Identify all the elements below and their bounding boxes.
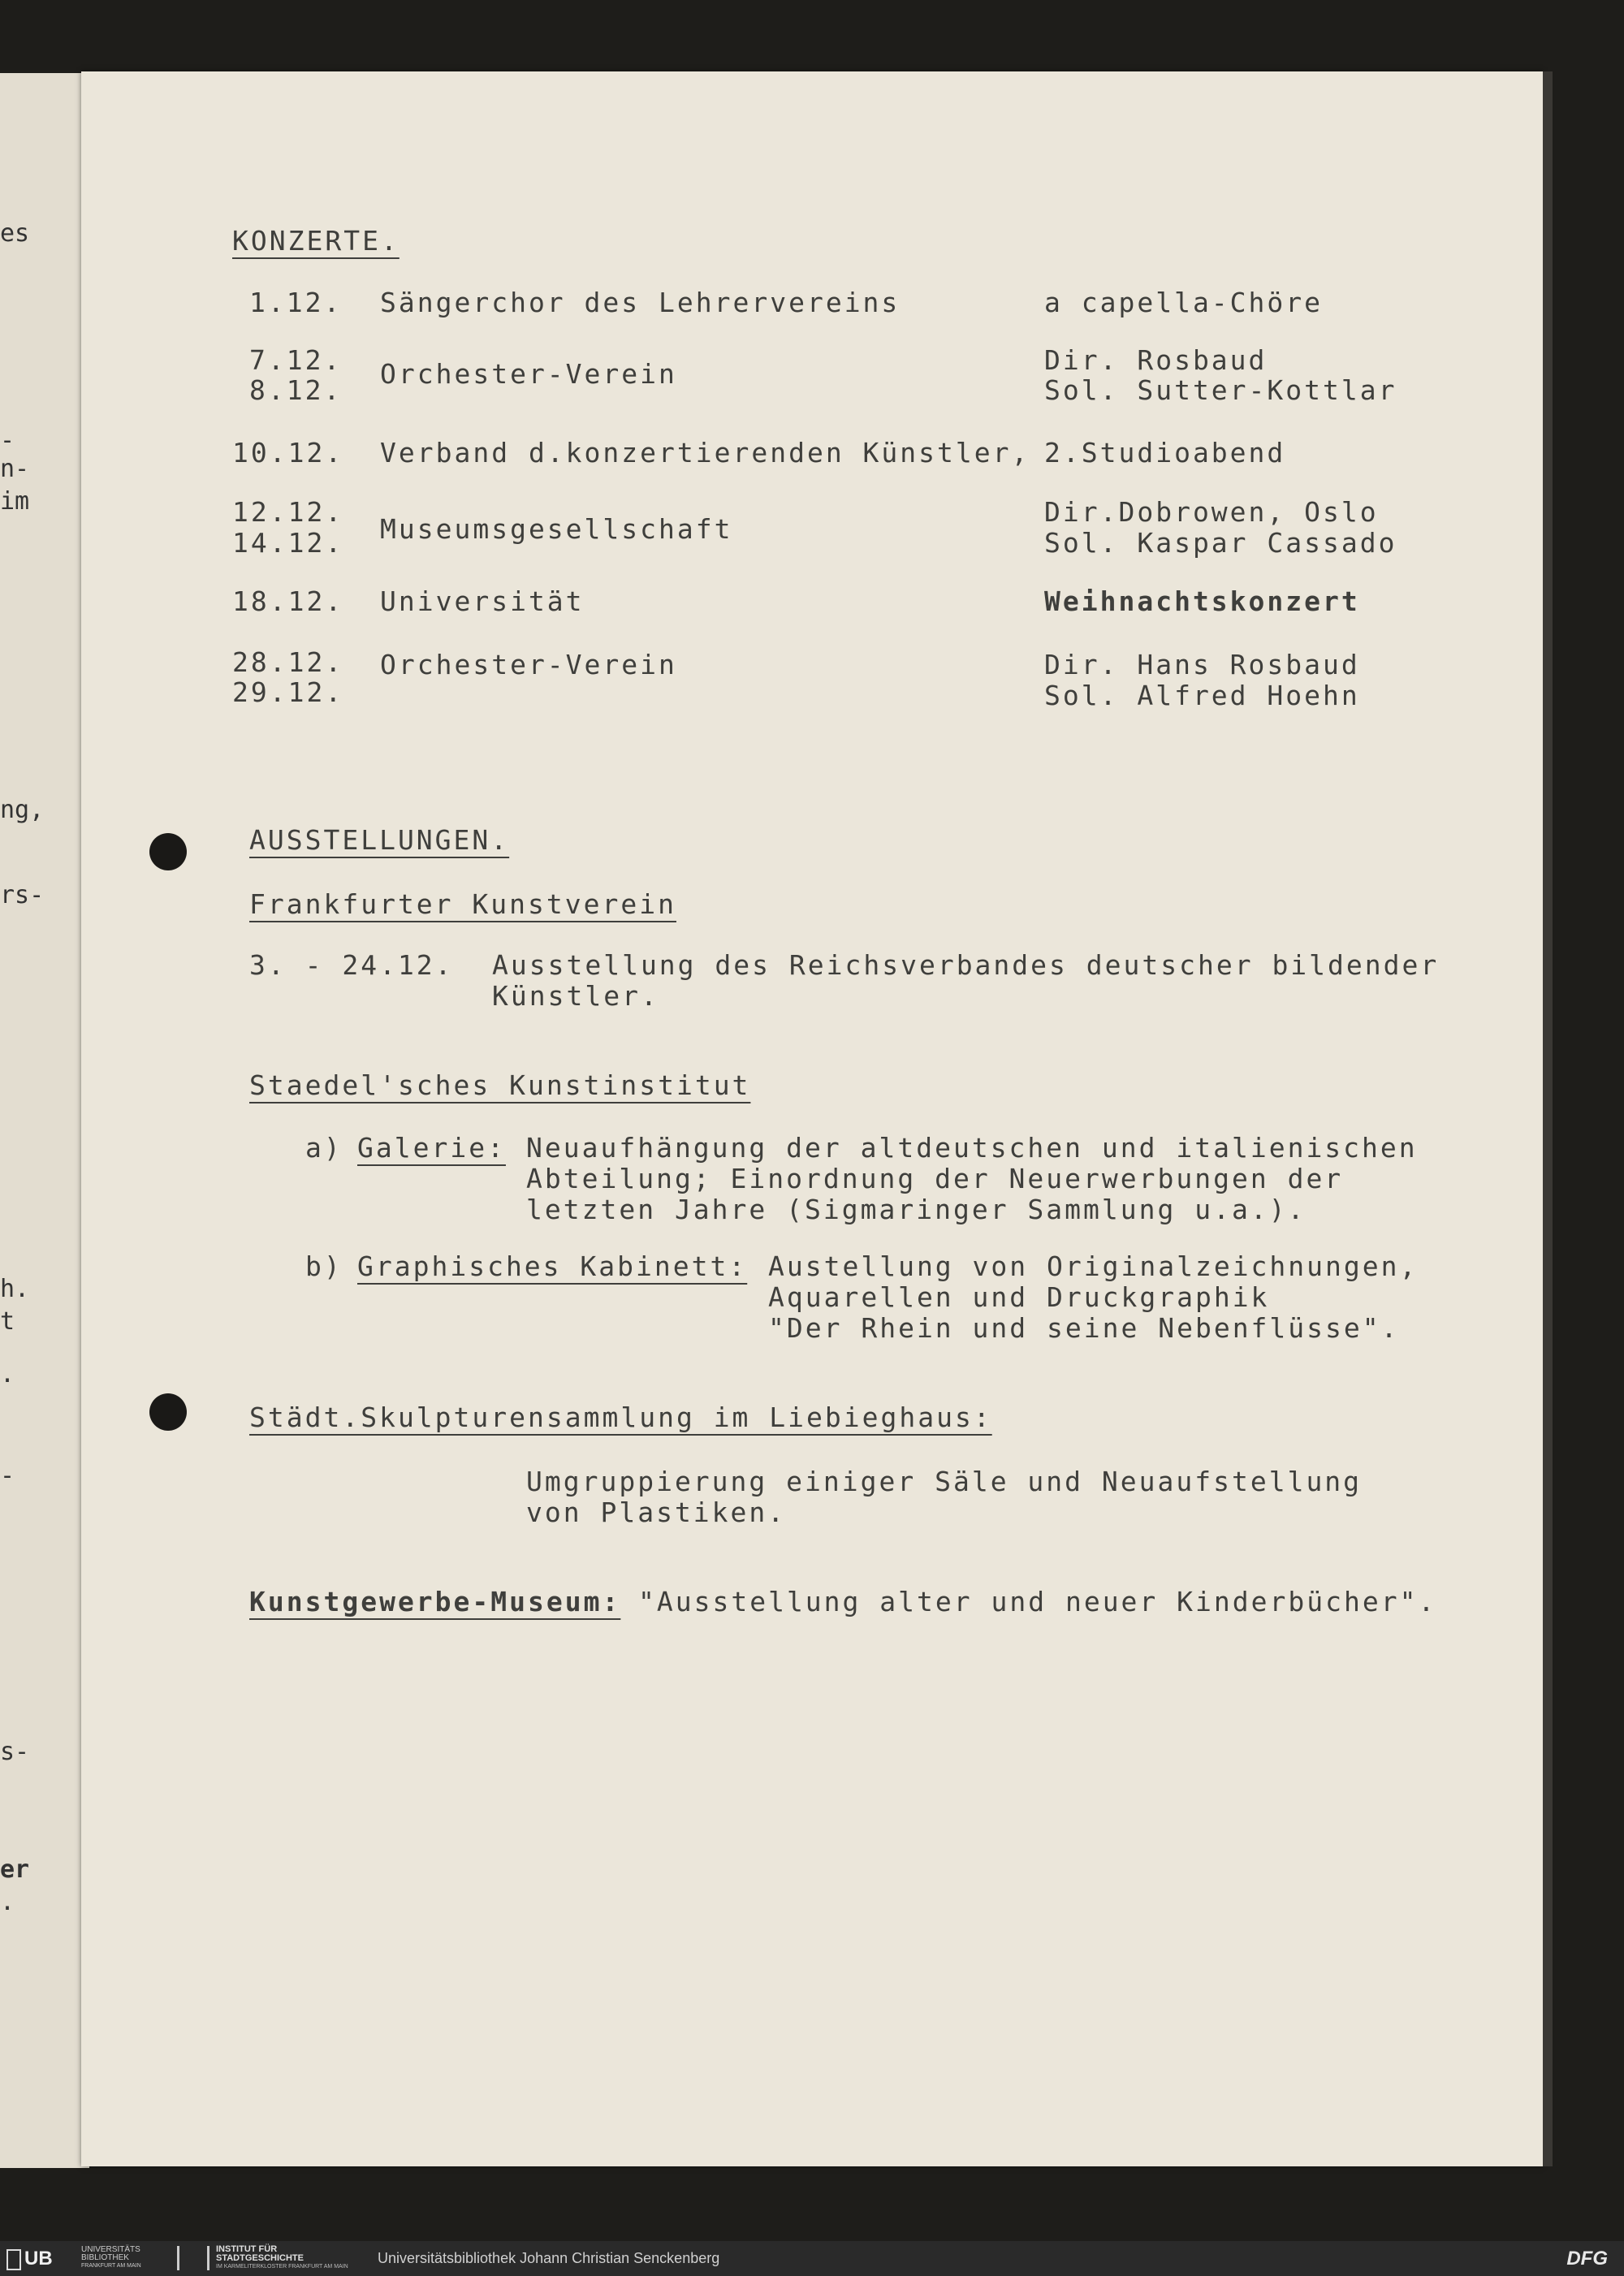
isg-logo [177, 2246, 209, 2270]
sheet-edge-shadow [1543, 71, 1553, 2166]
concert-date: 7.12. [249, 344, 343, 376]
exhibition-text: "Ausstellung alter und neuer Kinderbücher". [638, 1586, 1437, 1617]
concert-date: 29.12. [232, 676, 344, 708]
exhibitor-title: Frankfurter Kunstverein [249, 888, 676, 920]
exhibition-text: Neuaufhängung der altdeutschen und italienischen [526, 1132, 1418, 1164]
exhibitor-title: Städt.Skulpturensammlung im Liebieghaus: [249, 1401, 992, 1433]
concert-info: Dir. Rosbaud [1044, 344, 1268, 376]
concert-name: Orchester-Verein [380, 358, 677, 390]
concert-name: Universität [380, 585, 585, 617]
ub-logo-line: BIBLIOTHEK [81, 2253, 129, 2262]
concert-date: 1.12. [249, 287, 343, 318]
concert-date: 28.12. [232, 646, 344, 678]
ub-logo-line: FRANKFURT AM MAIN [81, 2263, 141, 2269]
concert-date: 18.12. [232, 585, 344, 617]
ub-logo-icon [6, 2249, 21, 2270]
concert-info: Dir. Hans Rosbaud [1044, 649, 1360, 680]
margin-fragment: - [0, 426, 15, 455]
concert-date: 8.12. [249, 374, 343, 406]
ub-logo-subtitle [81, 2246, 141, 2270]
concert-info: Sol. Kaspar Cassado [1044, 527, 1397, 559]
digitization-footer [0, 2241, 1624, 2276]
concert-info: Weihnachtskonzert [1044, 585, 1360, 617]
section-heading-konzerte: KONZERTE. [232, 225, 400, 257]
exhibition-text: von Plastiken. [526, 1496, 787, 1528]
ub-logo-line: UNIVERSITÄTS [81, 2245, 140, 2254]
list-marker: b) [305, 1250, 343, 1282]
concert-name: Sängerchor des Lehrervereins [380, 287, 901, 318]
punch-hole [149, 1393, 187, 1431]
department-label: Graphisches Kabinett: [357, 1250, 748, 1282]
dfg-logo: DFG [1566, 2248, 1608, 2270]
adjacent-page-edge [0, 73, 89, 2168]
margin-fragment: ng, [0, 796, 45, 824]
exhibition-dates: 3. - 24.12. [249, 949, 454, 981]
margin-fragment: . [0, 1888, 15, 1916]
concert-date: 12.12. [232, 496, 344, 528]
margin-fragment: h. [0, 1275, 30, 1303]
institution-name: Universitätsbibliothek Johann Christian Senckenberg [378, 2250, 720, 2266]
margin-fragment: er [0, 1855, 30, 1884]
exhibition-text: Künstler. [492, 980, 659, 1012]
exhibition-text: Abteilung; Einordnung der Neuerwerbungen der [526, 1163, 1344, 1194]
isg-logo-text [216, 2245, 304, 2263]
list-marker: a) [305, 1132, 343, 1164]
concert-name: Orchester-Verein [380, 649, 677, 680]
department-label: Galerie: [357, 1132, 506, 1164]
ub-logo [6, 2248, 53, 2270]
concert-date: 14.12. [232, 527, 344, 559]
exhibitor-title: Kunstgewerbe-Museum: [249, 1586, 621, 1617]
concert-date: 10.12. [232, 437, 344, 469]
concert-info: Dir.Dobrowen, Oslo [1044, 496, 1379, 528]
exhibition-text: Ausstellung des Reichsverbandes deutscher bildender [492, 949, 1440, 981]
isg-logo-line: INSTITUT FÜR [216, 2244, 278, 2254]
section-heading-ausstellungen: AUSSTELLUNGEN. [249, 824, 510, 856]
margin-fragment: s- [0, 1738, 30, 1766]
margin-fragment: t [0, 1307, 15, 1336]
exhibition-text: Austellung von Originalzeichnungen, [768, 1250, 1419, 1282]
punch-hole [149, 833, 187, 870]
margin-fragment: n- [0, 455, 30, 483]
isg-logo-subtitle: IM KARMELITERKLOSTER FRANKFURT AM MAIN [216, 2264, 348, 2270]
exhibition-text: Aquarellen und Druckgraphik [768, 1281, 1270, 1313]
exhibition-text: letzten Jahre (Sigmaringer Sammlung u.a.). [526, 1194, 1307, 1225]
margin-fragment: es [0, 219, 30, 248]
concert-name: Museumsgesellschaft [380, 513, 733, 545]
concert-info: 2.Studioabend [1044, 437, 1286, 469]
concert-info: Sol. Alfred Hoehn [1044, 680, 1360, 711]
margin-fragment: . [0, 1360, 15, 1388]
exhibition-text: "Der Rhein und seine Nebenflüsse". [768, 1312, 1400, 1344]
concert-name: Verband d.konzertierenden Künstler, [380, 437, 1030, 469]
margin-fragment: im [0, 487, 30, 516]
concert-info: Sol. Sutter-Kottlar [1044, 374, 1397, 406]
concert-info: a capella-Chöre [1044, 287, 1324, 318]
margin-fragment: rs- [0, 881, 45, 909]
exhibitor-title: Staedel'sches Kunstinstitut [249, 1069, 751, 1101]
ub-logo-text: UB [24, 2248, 53, 2270]
exhibition-text: Umgruppierung einiger Säle und Neuaufstellung [526, 1466, 1363, 1497]
isg-logo-line: STADTGESCHICHTE [216, 2253, 304, 2263]
margin-fragment: - [0, 1462, 15, 1490]
columns-icon [177, 2246, 209, 2270]
